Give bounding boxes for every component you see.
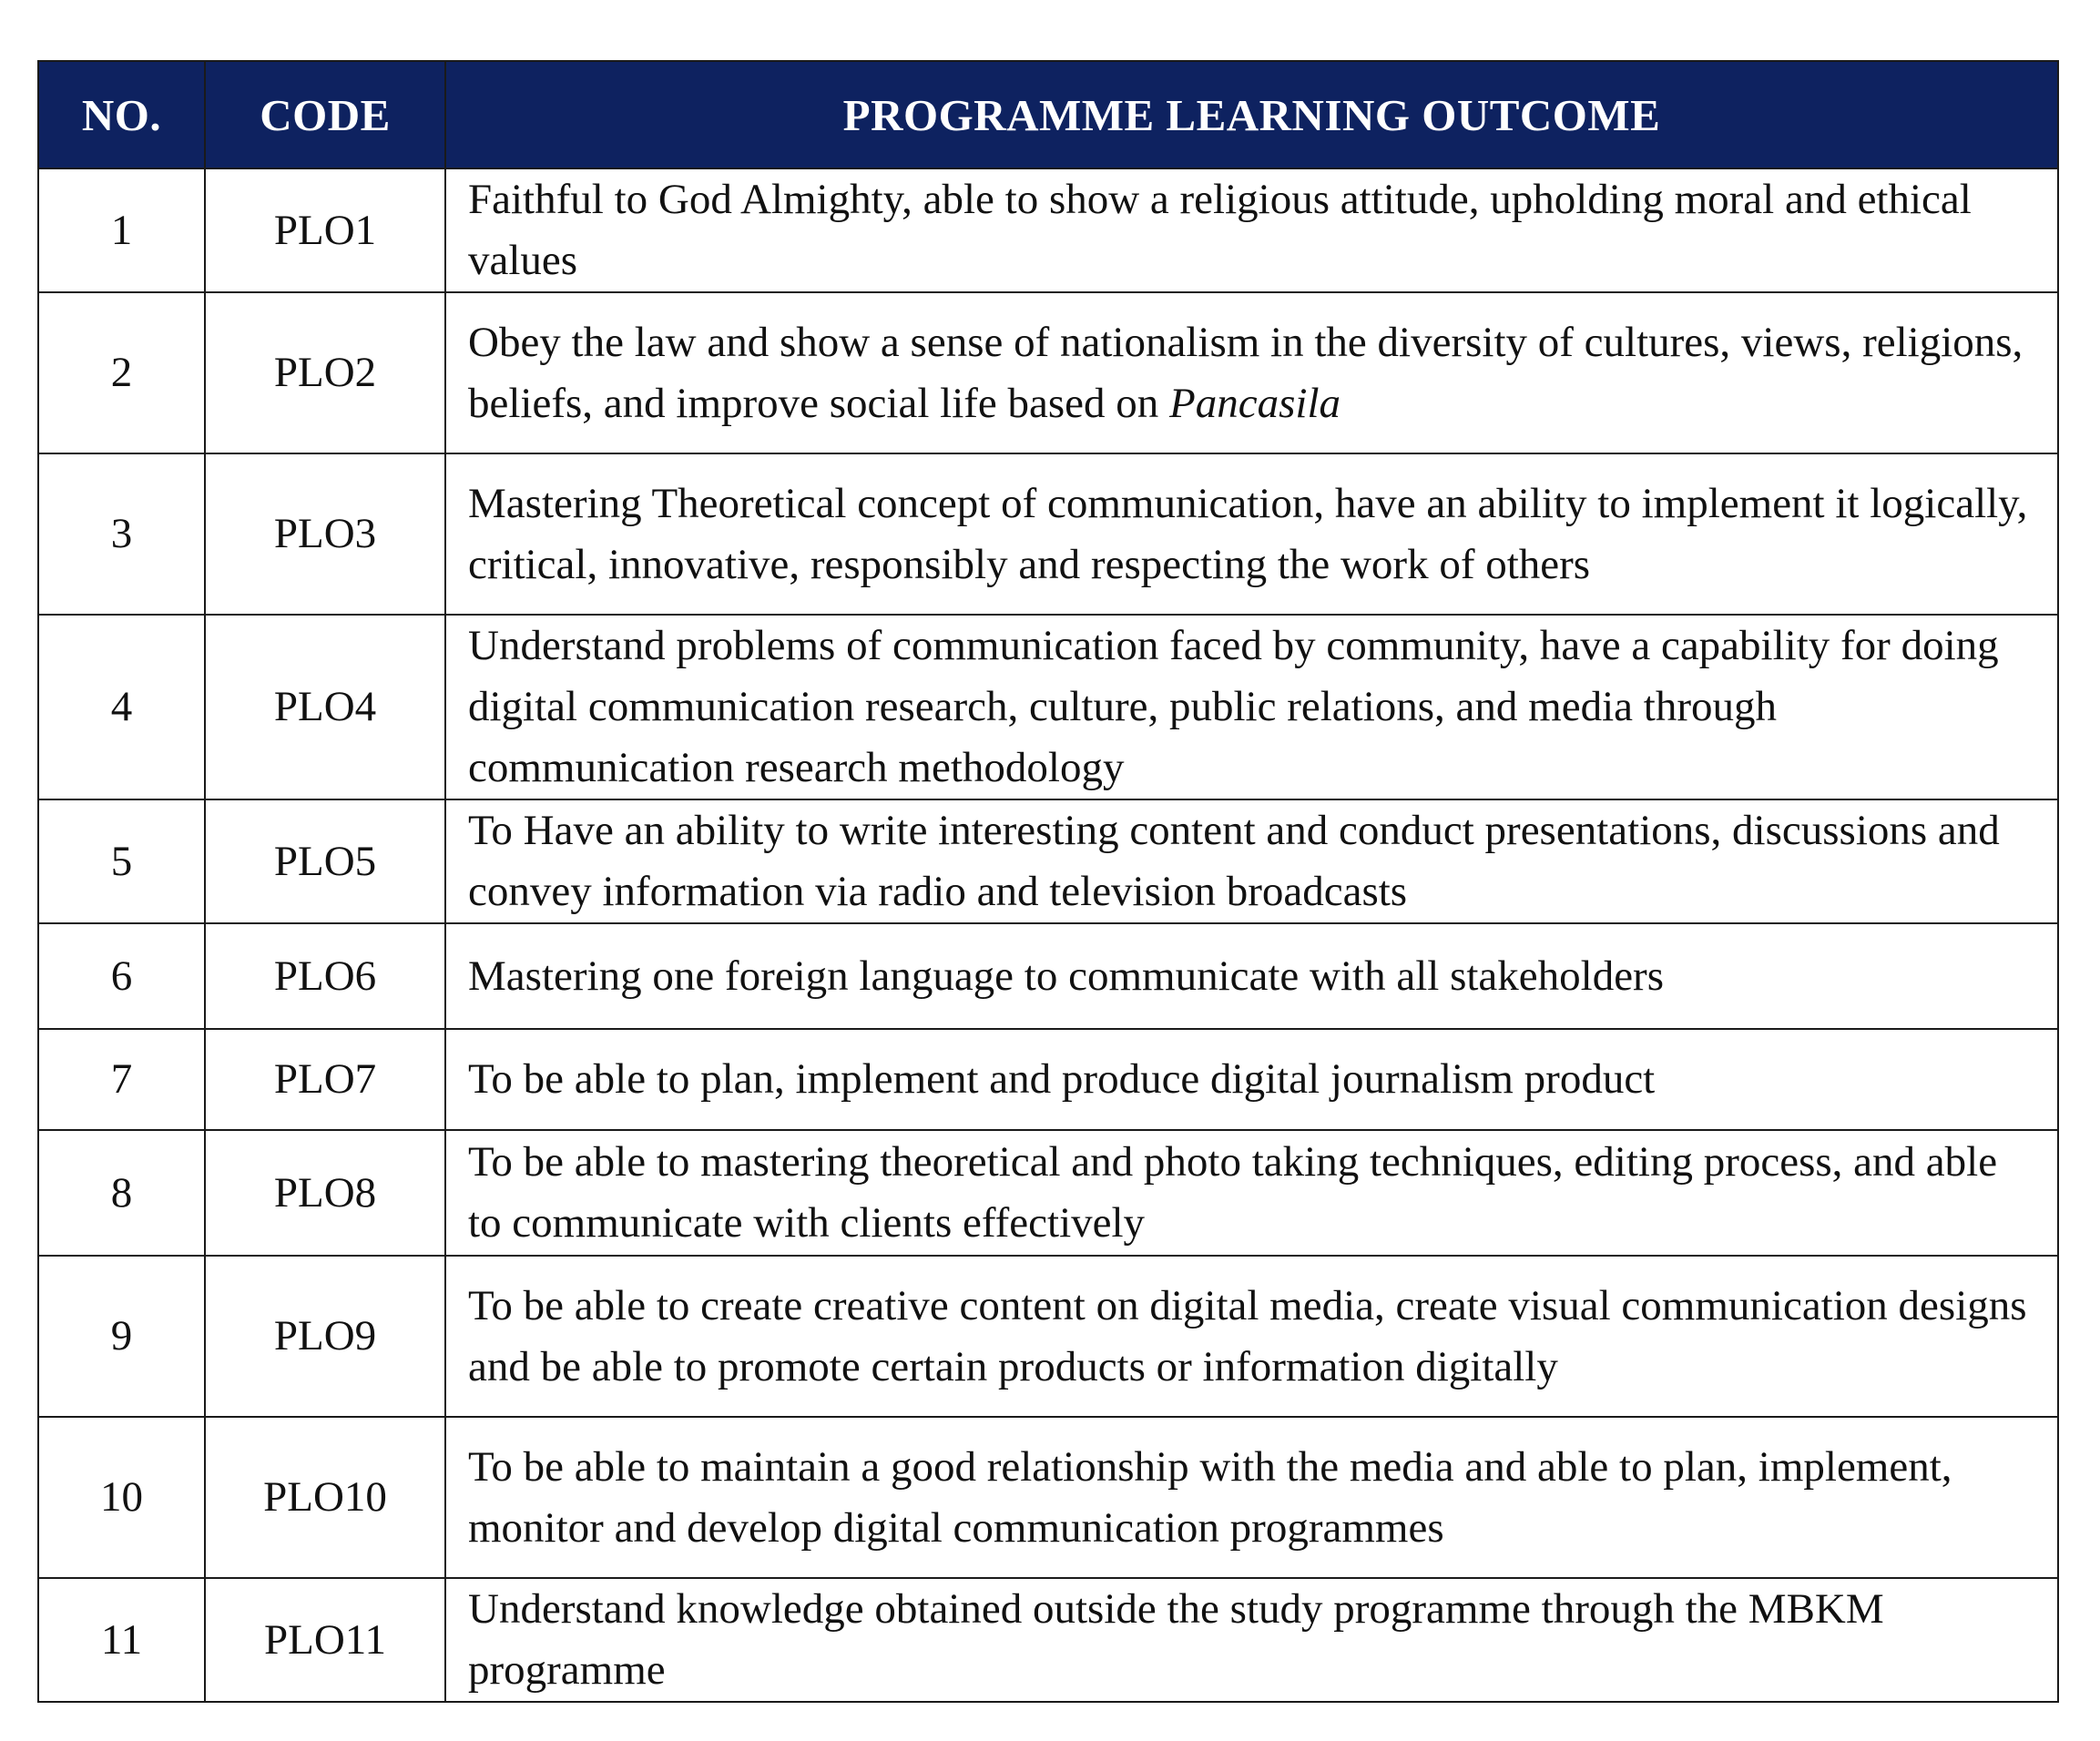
header-outcome: PROGRAMME LEARNING OUTCOME [445, 61, 2058, 168]
row-code: PLO1 [205, 168, 445, 292]
table-row [38, 1578, 2058, 1702]
row-code: PLO8 [205, 1130, 445, 1256]
row-number: 3 [38, 453, 205, 615]
row-outcome: Understand knowledge obtained outside the study programme through the MBKM programme [445, 1578, 2058, 1702]
row-outcome: To be able to plan, implement and produce digital journalism product [445, 1029, 2058, 1130]
row-number: 1 [38, 168, 205, 292]
row-outcome: To be able to maintain a good relationship with the media and able to plan, implement, monitor and develop digital communication programmes [445, 1417, 2058, 1578]
row-number: 4 [38, 615, 205, 799]
table-row [38, 168, 2058, 292]
row-number: 2 [38, 292, 205, 453]
row-code: PLO2 [205, 292, 445, 453]
row-code: PLO9 [205, 1256, 445, 1417]
row-outcome: Understand problems of communication faced by community, have a capability for doing digital communication research, culture, public relations, and media through communication research methodology [445, 615, 2058, 799]
table-row [38, 453, 2058, 615]
row-code: PLO10 [205, 1417, 445, 1578]
row-number: 6 [38, 923, 205, 1029]
row-outcome: To Have an ability to write interesting content and conduct presentations, discussions and convey information via radio and television broadcasts [445, 799, 2058, 923]
row-outcome: Faithful to God Almighty, able to show a religious attitude, upholding moral and ethical values [445, 168, 2058, 292]
row-number: 8 [38, 1130, 205, 1256]
table-row [38, 1130, 2058, 1256]
plo-table [37, 60, 2059, 1703]
table-row [38, 799, 2058, 923]
row-outcome [445, 292, 2058, 453]
row-outcome: Mastering Theoretical concept of communication, have an ability to implement it logically, critical, innovative, responsibly and respecting the work of others [445, 453, 2058, 615]
header-code: CODE [205, 61, 445, 168]
row-outcome-italic: Pancasila [1169, 379, 1341, 427]
row-outcome: To be able to create creative content on digital media, create visual communication designs and be able to promote certain products or information digitally [445, 1256, 2058, 1417]
table-header [38, 61, 2058, 168]
row-outcome: To be able to mastering theoretical and photo taking techniques, editing process, and able to communicate with clients effectively [445, 1130, 2058, 1256]
row-number: 7 [38, 1029, 205, 1130]
row-number: 9 [38, 1256, 205, 1417]
row-number: 11 [38, 1578, 205, 1702]
table-body [38, 168, 2058, 1702]
table-row [38, 923, 2058, 1029]
row-code: PLO5 [205, 799, 445, 923]
table-row [38, 1417, 2058, 1578]
table-row [38, 615, 2058, 799]
row-number: 10 [38, 1417, 205, 1578]
row-outcome-text: Obey the law and show a sense of nationalism in the diversity of cultures, views, religions, beliefs, and improve social life based on [468, 318, 2024, 427]
table-row [38, 1029, 2058, 1130]
row-number: 5 [38, 799, 205, 923]
header-row [38, 61, 2058, 168]
row-code: PLO4 [205, 615, 445, 799]
header-no: NO. [38, 61, 205, 168]
row-code: PLO11 [205, 1578, 445, 1702]
row-code: PLO3 [205, 453, 445, 615]
row-outcome: Mastering one foreign language to communicate with all stakeholders [445, 923, 2058, 1029]
table-row [38, 1256, 2058, 1417]
table-row [38, 292, 2058, 453]
row-code: PLO7 [205, 1029, 445, 1130]
row-code: PLO6 [205, 923, 445, 1029]
